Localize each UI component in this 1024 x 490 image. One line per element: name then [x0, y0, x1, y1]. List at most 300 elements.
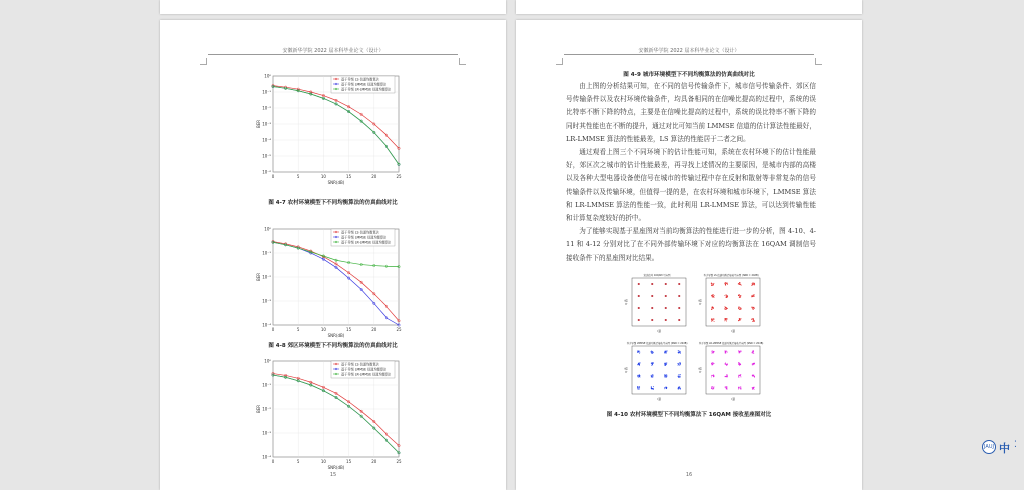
constellation-sample — [726, 309, 727, 310]
constellation-sample — [740, 295, 741, 296]
constellation-sample — [637, 364, 638, 365]
constellation-sample — [726, 297, 727, 298]
constellation-sample — [739, 297, 740, 298]
constellation-sample — [726, 319, 727, 320]
y-tick-label: 10⁻⁶ — [262, 169, 271, 175]
constellation-sample — [727, 296, 728, 297]
x-axis-label: I 路 — [730, 330, 736, 333]
constellation-sample — [666, 374, 667, 375]
plot-title: 基于导频 LR-LMMSE 信道均衡后接收星座图 (SNR = 20dB) — [698, 342, 764, 345]
constellation-sample — [638, 352, 639, 353]
constellation-sample — [740, 388, 741, 389]
constellation-sample — [713, 296, 714, 297]
constellation-sample — [753, 309, 754, 310]
constellation-sample — [714, 321, 715, 322]
constellation-sample — [752, 388, 753, 389]
constellation-sample — [753, 353, 754, 354]
constellation-sample — [665, 365, 666, 366]
x-axis-label: SNR(dB) — [327, 180, 345, 185]
constellation-sample — [712, 295, 713, 296]
constellation-sample — [680, 374, 681, 375]
constellation-sample — [727, 363, 728, 364]
constellation-sample — [713, 285, 714, 286]
constellation-sample — [751, 296, 752, 297]
constellation-sample — [678, 350, 679, 351]
constellation-sample — [667, 350, 668, 351]
constellation-sample — [738, 377, 739, 378]
constellation-sample — [752, 307, 753, 308]
constellation-sample — [665, 374, 666, 375]
constellation-sample — [678, 352, 679, 353]
ber-chart-suburban — [255, 225, 405, 340]
constellation-sample — [752, 321, 753, 322]
constellation-sample — [639, 351, 640, 352]
constellation-sample — [752, 364, 753, 365]
constellation-sample — [727, 352, 728, 353]
y-tick-label: 10⁻² — [262, 406, 271, 412]
constellation-sample — [678, 363, 679, 364]
constellation-sample — [753, 283, 754, 284]
x-tick-label: 0 — [271, 459, 275, 464]
constellation-sample — [725, 376, 726, 377]
constellation-sample — [652, 377, 653, 378]
legend-label: 基于导频 LS 信道均衡算法 — [341, 77, 379, 82]
y-tick-label: 10⁰ — [264, 73, 271, 79]
page-number: 15 — [329, 472, 337, 478]
constellation-sample — [653, 386, 654, 387]
constellation-sample — [713, 388, 714, 389]
constellation-sample — [714, 387, 715, 388]
constellation-sample — [751, 319, 752, 320]
constellation-sample — [740, 309, 741, 310]
constellation-sample — [714, 319, 715, 320]
constellation-figure — [624, 272, 764, 404]
constellation-point — [638, 307, 640, 309]
constellation-sample — [726, 321, 727, 322]
constellation-sample — [653, 352, 654, 353]
constellation-point — [638, 295, 640, 297]
constellation-point — [665, 283, 667, 285]
constellation-sample — [711, 363, 712, 364]
constellation-sample — [651, 352, 652, 353]
constellation-sample — [724, 320, 725, 321]
constellation-plot-lmmse — [624, 340, 690, 402]
constellation-point — [651, 319, 653, 321]
legend-label: 基于导频 LMMSE 信道均衡算法 — [341, 235, 387, 240]
previous-page-left — [160, 0, 506, 14]
constellation-sample — [727, 308, 728, 309]
constellation-sample — [725, 350, 726, 351]
constellation-sample — [754, 296, 755, 297]
constellation-sample — [741, 285, 742, 286]
legend-label: 基于导频 LMMSE 信道均衡算法 — [341, 82, 387, 87]
figure-caption: 图 4-10 农村环境模型下不同均衡算法下 16QAM 接收星座图对比 — [606, 412, 772, 418]
y-tick-label: 10⁻⁴ — [262, 454, 271, 460]
constellation-sample — [725, 283, 726, 284]
constellation-sample — [752, 365, 753, 366]
constellation-sample — [711, 364, 712, 365]
language-toggle[interactable]: 中 — [999, 442, 1010, 455]
y-tick-label: 10⁻⁴ — [262, 322, 271, 328]
constellation-sample — [639, 352, 640, 353]
y-axis-label: Q 路 — [625, 367, 628, 373]
constellation-sample — [740, 295, 741, 296]
constellation-sample — [753, 307, 754, 308]
constellation-sample — [711, 285, 712, 286]
constellation-sample — [652, 364, 653, 365]
constellation-sample — [753, 350, 754, 351]
x-tick-label: 25 — [396, 174, 402, 179]
constellation-sample — [651, 388, 652, 389]
constellation-sample — [666, 364, 667, 365]
constellation-sample — [712, 306, 713, 307]
constellation-sample — [712, 320, 713, 321]
constellation-sample — [740, 297, 741, 298]
constellation-sample — [712, 350, 713, 351]
y-axis-label: Q 路 — [625, 299, 628, 305]
constellation-sample — [727, 284, 728, 285]
constellation-sample — [711, 307, 712, 308]
constellation-sample — [738, 320, 739, 321]
constellation-point — [665, 319, 667, 321]
constellation-sample — [680, 362, 681, 363]
constellation-sample — [678, 388, 679, 389]
constellation-sample — [725, 283, 726, 284]
constellation-sample — [740, 350, 741, 351]
constellation-sample — [738, 362, 739, 363]
constellation-sample — [678, 376, 679, 377]
x-tick-label: 10 — [320, 174, 326, 179]
constellation-sample — [740, 387, 741, 388]
constellation-sample — [711, 283, 712, 284]
constellation-plot-tx — [624, 272, 690, 334]
x-axis-label: I 路 — [656, 330, 662, 333]
constellation-sample — [724, 308, 725, 309]
constellation-sample — [738, 363, 739, 364]
constellation-sample — [739, 364, 740, 365]
y-tick-label: 10⁻¹ — [262, 89, 271, 95]
constellation-sample — [638, 377, 639, 378]
constellation-sample — [751, 285, 752, 286]
constellation-sample — [651, 375, 652, 376]
constellation-sample — [653, 389, 654, 390]
constellation-sample — [637, 351, 638, 352]
constellation-sample — [740, 318, 741, 319]
constellation-sample — [680, 353, 681, 354]
constellation-sample — [639, 387, 640, 388]
margin-corner — [200, 58, 207, 65]
y-tick-label: 10⁻¹ — [262, 250, 271, 256]
y-axis-label: Q 路 — [699, 367, 702, 373]
constellation-sample — [726, 295, 727, 296]
constellation-point — [638, 283, 640, 285]
constellation-sample — [738, 308, 739, 309]
constellation-sample — [712, 387, 713, 388]
constellation-sample — [664, 365, 665, 366]
constellation-sample — [639, 389, 640, 390]
document-page-left — [160, 20, 506, 490]
constellation-sample — [680, 376, 681, 377]
x-axis-label: SNR(dB) — [327, 465, 345, 470]
constellation-plot-ls — [698, 272, 764, 334]
constellation-sample — [640, 377, 641, 378]
constellation-point — [678, 283, 680, 285]
constellation-sample — [754, 283, 755, 284]
plot-title: 发送信号 16QAM 星座图 — [643, 274, 671, 277]
constellation-sample — [678, 377, 679, 378]
legend-label: 基于导频 LS 信道均衡算法 — [341, 230, 379, 235]
document-page-right — [516, 20, 862, 490]
constellation-sample — [666, 363, 667, 364]
x-tick-label: 5 — [296, 459, 300, 464]
constellation-sample — [678, 387, 679, 388]
constellation-sample — [725, 363, 726, 364]
constellation-sample — [711, 375, 712, 376]
constellation-sample — [726, 294, 727, 295]
x-tick-label: 15 — [346, 327, 352, 332]
constellation-sample — [652, 388, 653, 389]
ber-chart-rural — [255, 72, 405, 187]
constellation-sample — [678, 364, 679, 365]
constellation-sample — [754, 387, 755, 388]
constellation-sample — [725, 364, 726, 365]
constellation-sample — [711, 376, 712, 377]
constellation-sample — [678, 365, 679, 366]
constellation-sample — [740, 388, 741, 389]
y-tick-label: 10⁻¹ — [262, 382, 271, 388]
constellation-sample — [712, 296, 713, 297]
x-tick-label: 15 — [346, 174, 352, 179]
constellation-point — [638, 319, 640, 321]
constellation-sample — [740, 375, 741, 376]
figure-caption: 图 4-9 城市环境模型下不同均衡算法的仿真曲线对比 — [623, 72, 755, 78]
constellation-sample — [724, 295, 725, 296]
legend-label: 基于导频 LR-LMMSE 信道均衡算法 — [341, 372, 392, 377]
constellation-sample — [713, 375, 714, 376]
x-tick-label: 20 — [371, 459, 377, 464]
constellation-sample — [679, 364, 680, 365]
constellation-sample — [713, 283, 714, 284]
constellation-sample — [637, 352, 638, 353]
constellation-sample — [638, 389, 639, 390]
constellation-sample — [651, 351, 652, 352]
constellation-sample — [711, 319, 712, 320]
header-rule — [208, 54, 458, 55]
page-header: 安徽新华学院 2022 届本科毕业论文（设计） — [282, 48, 384, 54]
constellation-sample — [664, 387, 665, 388]
translate-badge-icon[interactable]: JAUJ — [982, 440, 996, 454]
constellation-point — [678, 319, 680, 321]
constellation-sample — [740, 282, 741, 283]
constellation-sample — [652, 353, 653, 354]
constellation-sample — [725, 352, 726, 353]
paragraph: 为了能够实现基于星座图对当前均衡算法的性能进行进一步的分析，图 4-10、4-11 和 4-12 分别对比了在不同外部传输环境下对应的均衡算法在 16QAM 调制信号接收条件下的星座图对比结果。 — [566, 227, 816, 262]
x-axis-label: SNR(dB) — [327, 333, 345, 338]
constellation-sample — [738, 352, 739, 353]
constellation-sample — [740, 320, 741, 321]
y-tick-label: 10⁻³ — [262, 121, 271, 127]
constellation-sample — [752, 283, 753, 284]
constellation-sample — [753, 363, 754, 364]
constellation-sample — [740, 351, 741, 352]
x-tick-label: 20 — [371, 174, 377, 179]
constellation-sample — [753, 318, 754, 319]
constellation-sample — [753, 296, 754, 297]
constellation-sample — [712, 389, 713, 390]
constellation-sample — [739, 351, 740, 352]
constellation-sample — [726, 387, 727, 388]
constellation-sample — [753, 388, 754, 389]
plot-frame — [632, 278, 686, 326]
constellation-point — [678, 307, 680, 309]
constellation-sample — [666, 376, 667, 377]
constellation-sample — [739, 363, 740, 364]
constellation-sample — [726, 283, 727, 284]
constellation-sample — [652, 374, 653, 375]
previous-page-right — [516, 0, 862, 14]
constellation-sample — [752, 284, 753, 285]
constellation-sample — [711, 364, 712, 365]
y-axis-label: Q 路 — [699, 299, 702, 305]
constellation-sample — [711, 318, 712, 319]
constellation-sample — [651, 386, 652, 387]
constellation-point — [665, 295, 667, 297]
constellation-point — [651, 295, 653, 297]
y-axis-label: BER — [256, 404, 261, 414]
plot-title: 基于导频 LS 信道均衡后接收星座图 (SNR = 20dB) — [703, 274, 759, 277]
constellation-sample — [638, 363, 639, 364]
constellation-sample — [664, 388, 665, 389]
x-tick-label: 5 — [296, 174, 300, 179]
plot-frame — [632, 346, 686, 394]
constellation-sample — [678, 374, 679, 375]
constellation-sample — [712, 320, 713, 321]
constellation-sample — [713, 351, 714, 352]
constellation-sample — [754, 308, 755, 309]
constellation-sample — [726, 364, 727, 365]
constellation-sample — [651, 365, 652, 366]
ber-chart-urban — [255, 357, 405, 472]
body-text — [566, 80, 816, 265]
constellation-sample — [664, 352, 665, 353]
constellation-sample — [680, 388, 681, 389]
y-tick-label: 10⁻³ — [262, 430, 271, 436]
x-tick-label: 10 — [320, 327, 326, 332]
paragraph: 由上图的分析结果可知，在不同的信号传输条件下，城市信号传输条件、郊区信号传输条件以及农村环境传输条件，均具备相同的在信噪比提高的过程中，系统的误比特率不断下降的特点，主要是在信噪比提高的过程中，系统的误比特率不断下降的同时其性能也在不断的提升，通过对比可知当前 LMMSE 信道的估计算法性能最好，LR-LMMSE 算法的性能最差，LS 算法的性能居于二者之间。 — [566, 82, 816, 143]
constellation-sample — [666, 351, 667, 352]
constellation-sample — [738, 283, 739, 284]
constellation-sample — [725, 307, 726, 308]
legend-label: 基于导频 LS 信道均衡算法 — [341, 362, 379, 367]
constellation-sample — [739, 284, 740, 285]
constellation-sample — [713, 376, 714, 377]
constellation-sample — [738, 388, 739, 389]
margin-corner — [459, 58, 466, 65]
constellation-sample — [664, 363, 665, 364]
constellation-sample — [726, 308, 727, 309]
y-tick-label: 10⁻² — [262, 274, 271, 280]
constellation-sample — [753, 351, 754, 352]
constellation-sample — [713, 308, 714, 309]
constellation-sample — [739, 352, 740, 353]
constellation-point — [678, 295, 680, 297]
legend-label: 基于导频 LMMSE 信道均衡算法 — [341, 367, 387, 372]
constellation-sample — [753, 376, 754, 377]
y-tick-label: 10⁻³ — [262, 298, 271, 304]
paragraph: 通过观看上图三个不同环境下的估计性能可知，系统在农村环境下的估计性能最好，郊区次之城市的估计性能最差，再寻找上述情况的主要原因，是城市内部的高楼以及各种大型电器设备使信号在城市的传输过程中存在反射和散射等非常复杂的信号传输条件以及传输环境，但值得一提的是，在农村环境和城市环境下，LMMSE 算法和 LR-LMMSE 算法的性能一致，此时利用 LR-LMMSE 算法，可以达到传输性能和计算复杂度较好的折中。 — [566, 148, 816, 223]
y-axis-label: BER — [256, 119, 261, 129]
margin-corner — [556, 58, 563, 65]
constellation-sample — [713, 319, 714, 320]
constellation-sample — [738, 389, 739, 390]
constellation-point — [651, 307, 653, 309]
constellation-sample — [652, 389, 653, 390]
constellation-sample — [739, 319, 740, 320]
constellation-sample — [752, 295, 753, 296]
constellation-sample — [679, 374, 680, 375]
constellation-sample — [726, 318, 727, 319]
margin-corner — [815, 58, 822, 65]
plot-title: 基于导频 LMMSE 信道均衡后接收星座图 (SNR = 20dB) — [626, 342, 688, 345]
x-tick-label: 5 — [296, 327, 300, 332]
constellation-sample — [725, 387, 726, 388]
y-tick-label: 10⁻⁵ — [262, 153, 271, 159]
page-number: 16 — [685, 472, 693, 478]
y-tick-label: 10⁰ — [264, 358, 271, 364]
constellation-sample — [652, 363, 653, 364]
constellation-sample — [739, 375, 740, 376]
constellation-sample — [740, 374, 741, 375]
constellation-sample — [712, 352, 713, 353]
constellation-sample — [753, 364, 754, 365]
x-tick-label: 0 — [271, 327, 275, 332]
legend-label: 基于导频 LR-LMMSE 信道均衡算法 — [341, 240, 392, 245]
constellation-sample — [665, 351, 666, 352]
x-axis-label: I 路 — [656, 398, 662, 401]
x-axis-label: I 路 — [730, 398, 736, 401]
constellation-sample — [727, 283, 728, 284]
constellation-sample — [638, 375, 639, 376]
constellation-sample — [754, 294, 755, 295]
constellation-sample — [725, 309, 726, 310]
constellation-sample — [712, 353, 713, 354]
more-options-icon[interactable]: ⁚ — [1014, 440, 1017, 450]
y-axis-label: BER — [256, 272, 261, 282]
constellation-sample — [639, 375, 640, 376]
constellation-sample — [639, 353, 640, 354]
constellation-sample — [752, 352, 753, 353]
constellation-sample — [679, 352, 680, 353]
constellation-sample — [725, 285, 726, 286]
figure-caption: 图 4-8 郊区环境模型下不同均衡算法的仿真曲线对比 — [268, 343, 398, 349]
constellation-sample — [754, 377, 755, 378]
constellation-sample — [680, 364, 681, 365]
constellation-sample — [666, 353, 667, 354]
constellation-sample — [727, 376, 728, 377]
constellation-sample — [738, 375, 739, 376]
constellation-sample — [741, 308, 742, 309]
constellation-sample — [752, 389, 753, 390]
x-tick-label: 15 — [346, 459, 352, 464]
constellation-sample — [753, 320, 754, 321]
constellation-sample — [640, 363, 641, 364]
x-tick-label: 20 — [371, 327, 377, 332]
header-rule — [564, 54, 814, 55]
constellation-sample — [638, 363, 639, 364]
constellation-sample — [740, 364, 741, 365]
constellation-sample — [665, 387, 666, 388]
legend-label: 基于导频 LR-LMMSE 信道均衡算法 — [341, 87, 392, 92]
